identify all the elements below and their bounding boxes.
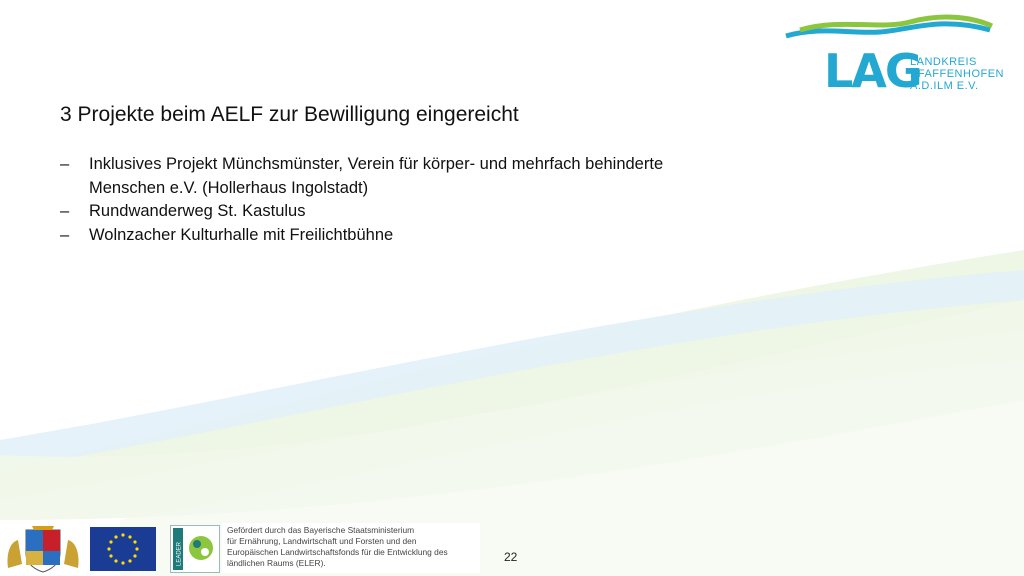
logo-mark: LAG [824,44,921,98]
bullet-dash: – [60,202,70,220]
lag-logo [780,8,1010,98]
bullet-dash: – [60,225,70,244]
logo-subtitle: LANDKREIS PFAFFENHOFEN A.D.ILM E.V. [910,56,1005,92]
leader-logo-icon [170,525,220,573]
bullet-list [60,153,780,247]
bullet-item: – Inklusives Projekt Münchsmünster, Verein für körper- und mehrfach behinderte Menschen e.V. (Hollerhaus Ingolstadt) [60,155,664,197]
bullet-dash: – [60,155,70,173]
slide-title: 3 Projekte beim AELF zur Bewilligung eingereicht [60,103,519,126]
logo-wave-icon [780,8,1010,48]
page-number: 22 [504,550,518,564]
svg-text:LEADER: LEADER [176,541,183,566]
eu-flag-icon [90,527,156,571]
bavarian-coat-of-arms-icon [4,524,82,574]
bullet-item: – Wolnzacher Kulturhalle mit Freilichtbühne [60,224,780,248]
bullet-item: – Rundwanderweg St. Kastulus [60,200,780,224]
funding-notice: Gefördert durch das Bayerische Staatsministerium für Ernährung, Landwirtschaft und Forsten und den Europäischen Landwirtschaftsfonds für die Entwicklung des ländlichen Raums (ELER). [222,523,480,573]
footer-logos [0,520,1024,576]
